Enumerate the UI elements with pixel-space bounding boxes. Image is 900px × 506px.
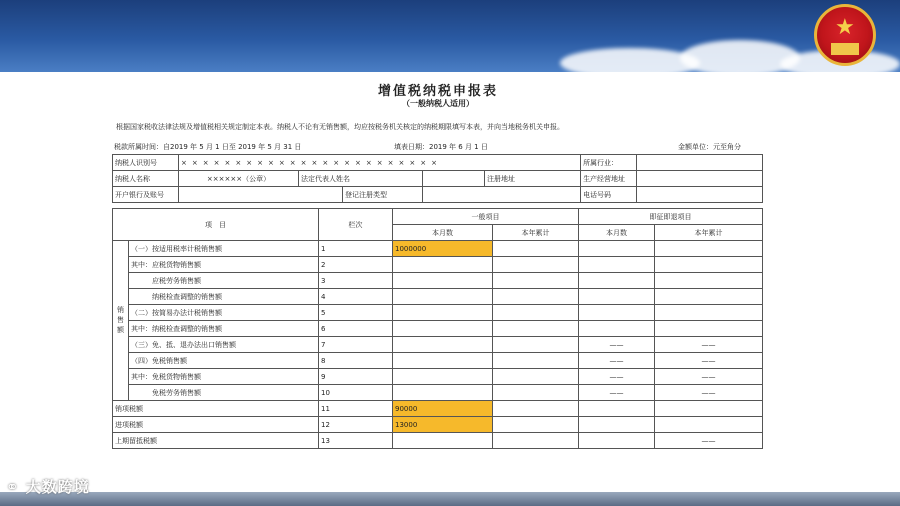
item-header: 项 目	[113, 209, 319, 241]
taxpayer-name-value[interactable]: ××××××（公章）	[179, 171, 299, 187]
general-month-cell[interactable]	[393, 385, 493, 401]
id-box[interactable]: ×	[268, 158, 279, 167]
row-line: 5	[319, 305, 393, 321]
table-row	[113, 385, 763, 401]
row-line: 9	[319, 369, 393, 385]
row-line: 1	[319, 241, 393, 257]
fill-date: 填表日期：2019 年 6 月 1 日	[394, 143, 488, 151]
table-row	[113, 369, 763, 385]
national-emblem-icon: ★	[814, 4, 876, 66]
row-label: （二）按简易办法计税销售额	[129, 305, 319, 321]
row-label: 纳税检查调整的销售额	[129, 289, 319, 305]
id-box[interactable]: ×	[191, 158, 203, 167]
section-label: 销售额	[113, 241, 129, 401]
refund-month-cell[interactable]	[579, 433, 655, 449]
row-label: 进项税额	[113, 417, 319, 433]
general-month-cell[interactable]	[393, 369, 493, 385]
id-box[interactable]: ×	[420, 158, 432, 167]
refund-year-cell[interactable]	[655, 401, 763, 417]
refund-year-cell[interactable]	[655, 417, 763, 433]
id-box[interactable]: ×	[278, 158, 290, 167]
refund-month-cell[interactable]	[579, 273, 655, 289]
refund-month-cell[interactable]	[579, 241, 655, 257]
general-month-cell[interactable]	[393, 257, 493, 273]
general-month-cell[interactable]	[393, 433, 493, 449]
row-label: （四）免税销售额	[129, 353, 319, 369]
row-label: （三）免、抵、退办法出口销售额	[129, 337, 319, 353]
legal-rep-value[interactable]	[423, 171, 485, 187]
general-month-cell[interactable]: 1000000	[393, 241, 493, 257]
watermark: ⚭ 大数跨境	[6, 478, 90, 496]
table-row	[113, 273, 763, 289]
amount-unit: 金额单位：元至角分	[678, 143, 741, 151]
id-box[interactable]: ×	[398, 158, 410, 167]
row-line: 12	[319, 417, 393, 433]
general-year-cell[interactable]	[493, 401, 579, 417]
row-line: 10	[319, 385, 393, 401]
table-row	[113, 417, 763, 433]
refund-month-cell[interactable]: ——	[579, 353, 655, 369]
id-box[interactable]: ×	[181, 158, 192, 167]
general-year-cell[interactable]	[493, 289, 579, 305]
general-month-cell[interactable]	[393, 273, 493, 289]
refund-month-cell[interactable]	[579, 289, 655, 305]
table-row	[113, 257, 763, 273]
table-row	[113, 433, 763, 449]
general-year-header: 本年累计	[493, 225, 579, 241]
row-label: （一）按适用税率计税销售额	[129, 241, 319, 257]
general-month-cell[interactable]	[393, 305, 493, 321]
general-month-cell[interactable]	[393, 321, 493, 337]
general-year-cell[interactable]	[493, 417, 579, 433]
refund-year-cell[interactable]: ——	[655, 385, 763, 401]
taxpayer-id-boxes[interactable]	[179, 155, 581, 171]
biz-address-label: 生产经营地址	[581, 171, 637, 187]
form-title: 增值税纳税申报表	[377, 84, 498, 99]
reg-address-label: 注册地址	[485, 171, 581, 187]
watermark-text: 大数跨境	[25, 478, 90, 496]
general-month-header: 本月数	[393, 225, 493, 241]
general-year-cell[interactable]	[493, 241, 579, 257]
general-year-cell[interactable]	[493, 369, 579, 385]
id-box[interactable]: ×	[246, 158, 258, 167]
id-box[interactable]: ×	[235, 158, 247, 167]
line-header: 栏次	[319, 209, 393, 241]
row-line: 2	[319, 257, 393, 273]
row-line: 13	[319, 433, 393, 449]
row-label: 其中：应税货物销售额	[129, 257, 319, 273]
taxpayer-info-table	[112, 154, 763, 203]
row-label: 其中：纳税检查调整的销售额	[129, 321, 319, 337]
id-box[interactable]: ×	[322, 158, 334, 167]
bank-account-value[interactable]	[179, 187, 343, 203]
general-month-cell[interactable]: 13000	[393, 417, 493, 433]
general-year-cell[interactable]	[493, 353, 579, 369]
refund-year-cell[interactable]	[655, 289, 763, 305]
cloud	[680, 40, 800, 76]
biz-address-value[interactable]	[637, 171, 763, 187]
id-box[interactable]: ×	[355, 158, 366, 167]
table-row	[113, 353, 763, 369]
id-box[interactable]: ×	[387, 158, 399, 167]
phone-label: 电话号码	[581, 187, 637, 203]
row-label: 销项税额	[113, 401, 319, 417]
id-box[interactable]: ×	[213, 158, 225, 167]
taxpayer-id-label: 纳税人识别号	[113, 155, 179, 171]
general-year-cell[interactable]	[493, 385, 579, 401]
general-month-cell[interactable]: 90000	[393, 401, 493, 417]
id-box[interactable]: ×	[311, 158, 323, 167]
refund-month-cell[interactable]	[579, 417, 655, 433]
top-banner	[0, 0, 900, 72]
table-row	[113, 289, 763, 305]
id-box[interactable]: ×	[202, 158, 214, 167]
general-year-cell[interactable]	[493, 257, 579, 273]
refund-month-cell[interactable]	[579, 257, 655, 273]
refund-year-cell[interactable]	[655, 305, 763, 321]
refund-year-header: 本年累计	[655, 225, 763, 241]
row-label: 免税劳务销售额	[129, 385, 319, 401]
tax-period: 税款所属时间：自2019 年 5 月 1 日至 2019 年 5 月 31 日	[114, 143, 302, 151]
refund-year-cell[interactable]: ——	[655, 337, 763, 353]
general-year-cell[interactable]	[493, 305, 579, 321]
refund-month-cell[interactable]	[579, 401, 655, 417]
refund-month-cell[interactable]: ——	[579, 369, 655, 385]
row-label: 上期留抵税额	[113, 433, 319, 449]
refund-year-cell[interactable]	[655, 321, 763, 337]
table-row	[113, 321, 763, 337]
refund-month-header: 本月数	[579, 225, 655, 241]
general-month-cell[interactable]	[393, 337, 493, 353]
row-label: 其中：免税货物销售额	[129, 369, 319, 385]
row-line: 6	[319, 321, 393, 337]
refund-month-cell[interactable]: ——	[579, 337, 655, 353]
footer-strip	[0, 492, 900, 506]
form-subtitle: （一般纳税人适用）	[402, 99, 474, 108]
reg-type-label: 登记注册类型	[343, 187, 423, 203]
phone-value[interactable]	[637, 187, 763, 203]
industry-label: 所属行业：	[581, 155, 637, 171]
bank-account-label: 开户银行及账号	[113, 187, 179, 203]
refund-year-cell[interactable]: ——	[655, 433, 763, 449]
refund-year-cell[interactable]: ——	[655, 369, 763, 385]
taxpayer-name-label: 纳税人名称	[113, 171, 179, 187]
general-year-cell[interactable]	[493, 321, 579, 337]
id-box[interactable]: ×	[289, 158, 301, 167]
table-row	[113, 241, 763, 257]
refund-month-cell[interactable]: ——	[579, 385, 655, 401]
form-notice: 根据国家税收法律法规及增值税相关规定制定本表。纳税人不论有无销售额，均应按税务机关核定的纳税期限填写本表，并向当地税务机关申报。	[116, 123, 564, 131]
row-line: 11	[319, 401, 393, 417]
general-header: 一般项目	[393, 209, 579, 225]
reg-type-value[interactable]	[423, 187, 581, 203]
general-year-cell[interactable]	[493, 433, 579, 449]
refund-month-cell[interactable]	[579, 305, 655, 321]
refund-year-cell[interactable]	[655, 241, 763, 257]
id-box[interactable]: ×	[344, 158, 355, 167]
general-month-cell[interactable]	[393, 353, 493, 369]
id-box[interactable]: ×	[365, 158, 377, 167]
industry-value[interactable]	[637, 155, 763, 171]
tax-return-form	[108, 72, 768, 460]
refund-month-cell[interactable]	[579, 321, 655, 337]
id-box[interactable]: ×	[257, 158, 268, 167]
id-box[interactable]: ×	[409, 158, 421, 167]
refund-year-cell[interactable]	[655, 257, 763, 273]
legal-rep-label: 法定代表人姓名	[299, 171, 423, 187]
refund-year-cell[interactable]	[655, 273, 763, 289]
row-line: 7	[319, 337, 393, 353]
sales-tax-table	[112, 208, 763, 449]
general-year-cell[interactable]	[493, 337, 579, 353]
row-line: 3	[319, 273, 393, 289]
general-year-cell[interactable]	[493, 273, 579, 289]
table-row	[113, 401, 763, 417]
row-label: 应税劳务销售额	[129, 273, 319, 289]
id-box[interactable]: ×	[300, 158, 312, 167]
id-box[interactable]: ×	[431, 158, 442, 167]
id-box[interactable]: ×	[376, 158, 388, 167]
row-line: 8	[319, 353, 393, 369]
general-month-cell[interactable]	[393, 289, 493, 305]
refund-year-cell[interactable]: ——	[655, 353, 763, 369]
refund-header: 即征即退项目	[579, 209, 763, 225]
id-box[interactable]: ×	[333, 158, 345, 167]
row-line: 4	[319, 289, 393, 305]
id-box[interactable]: ×	[224, 158, 236, 167]
table-row	[113, 337, 763, 353]
table-row	[113, 305, 763, 321]
